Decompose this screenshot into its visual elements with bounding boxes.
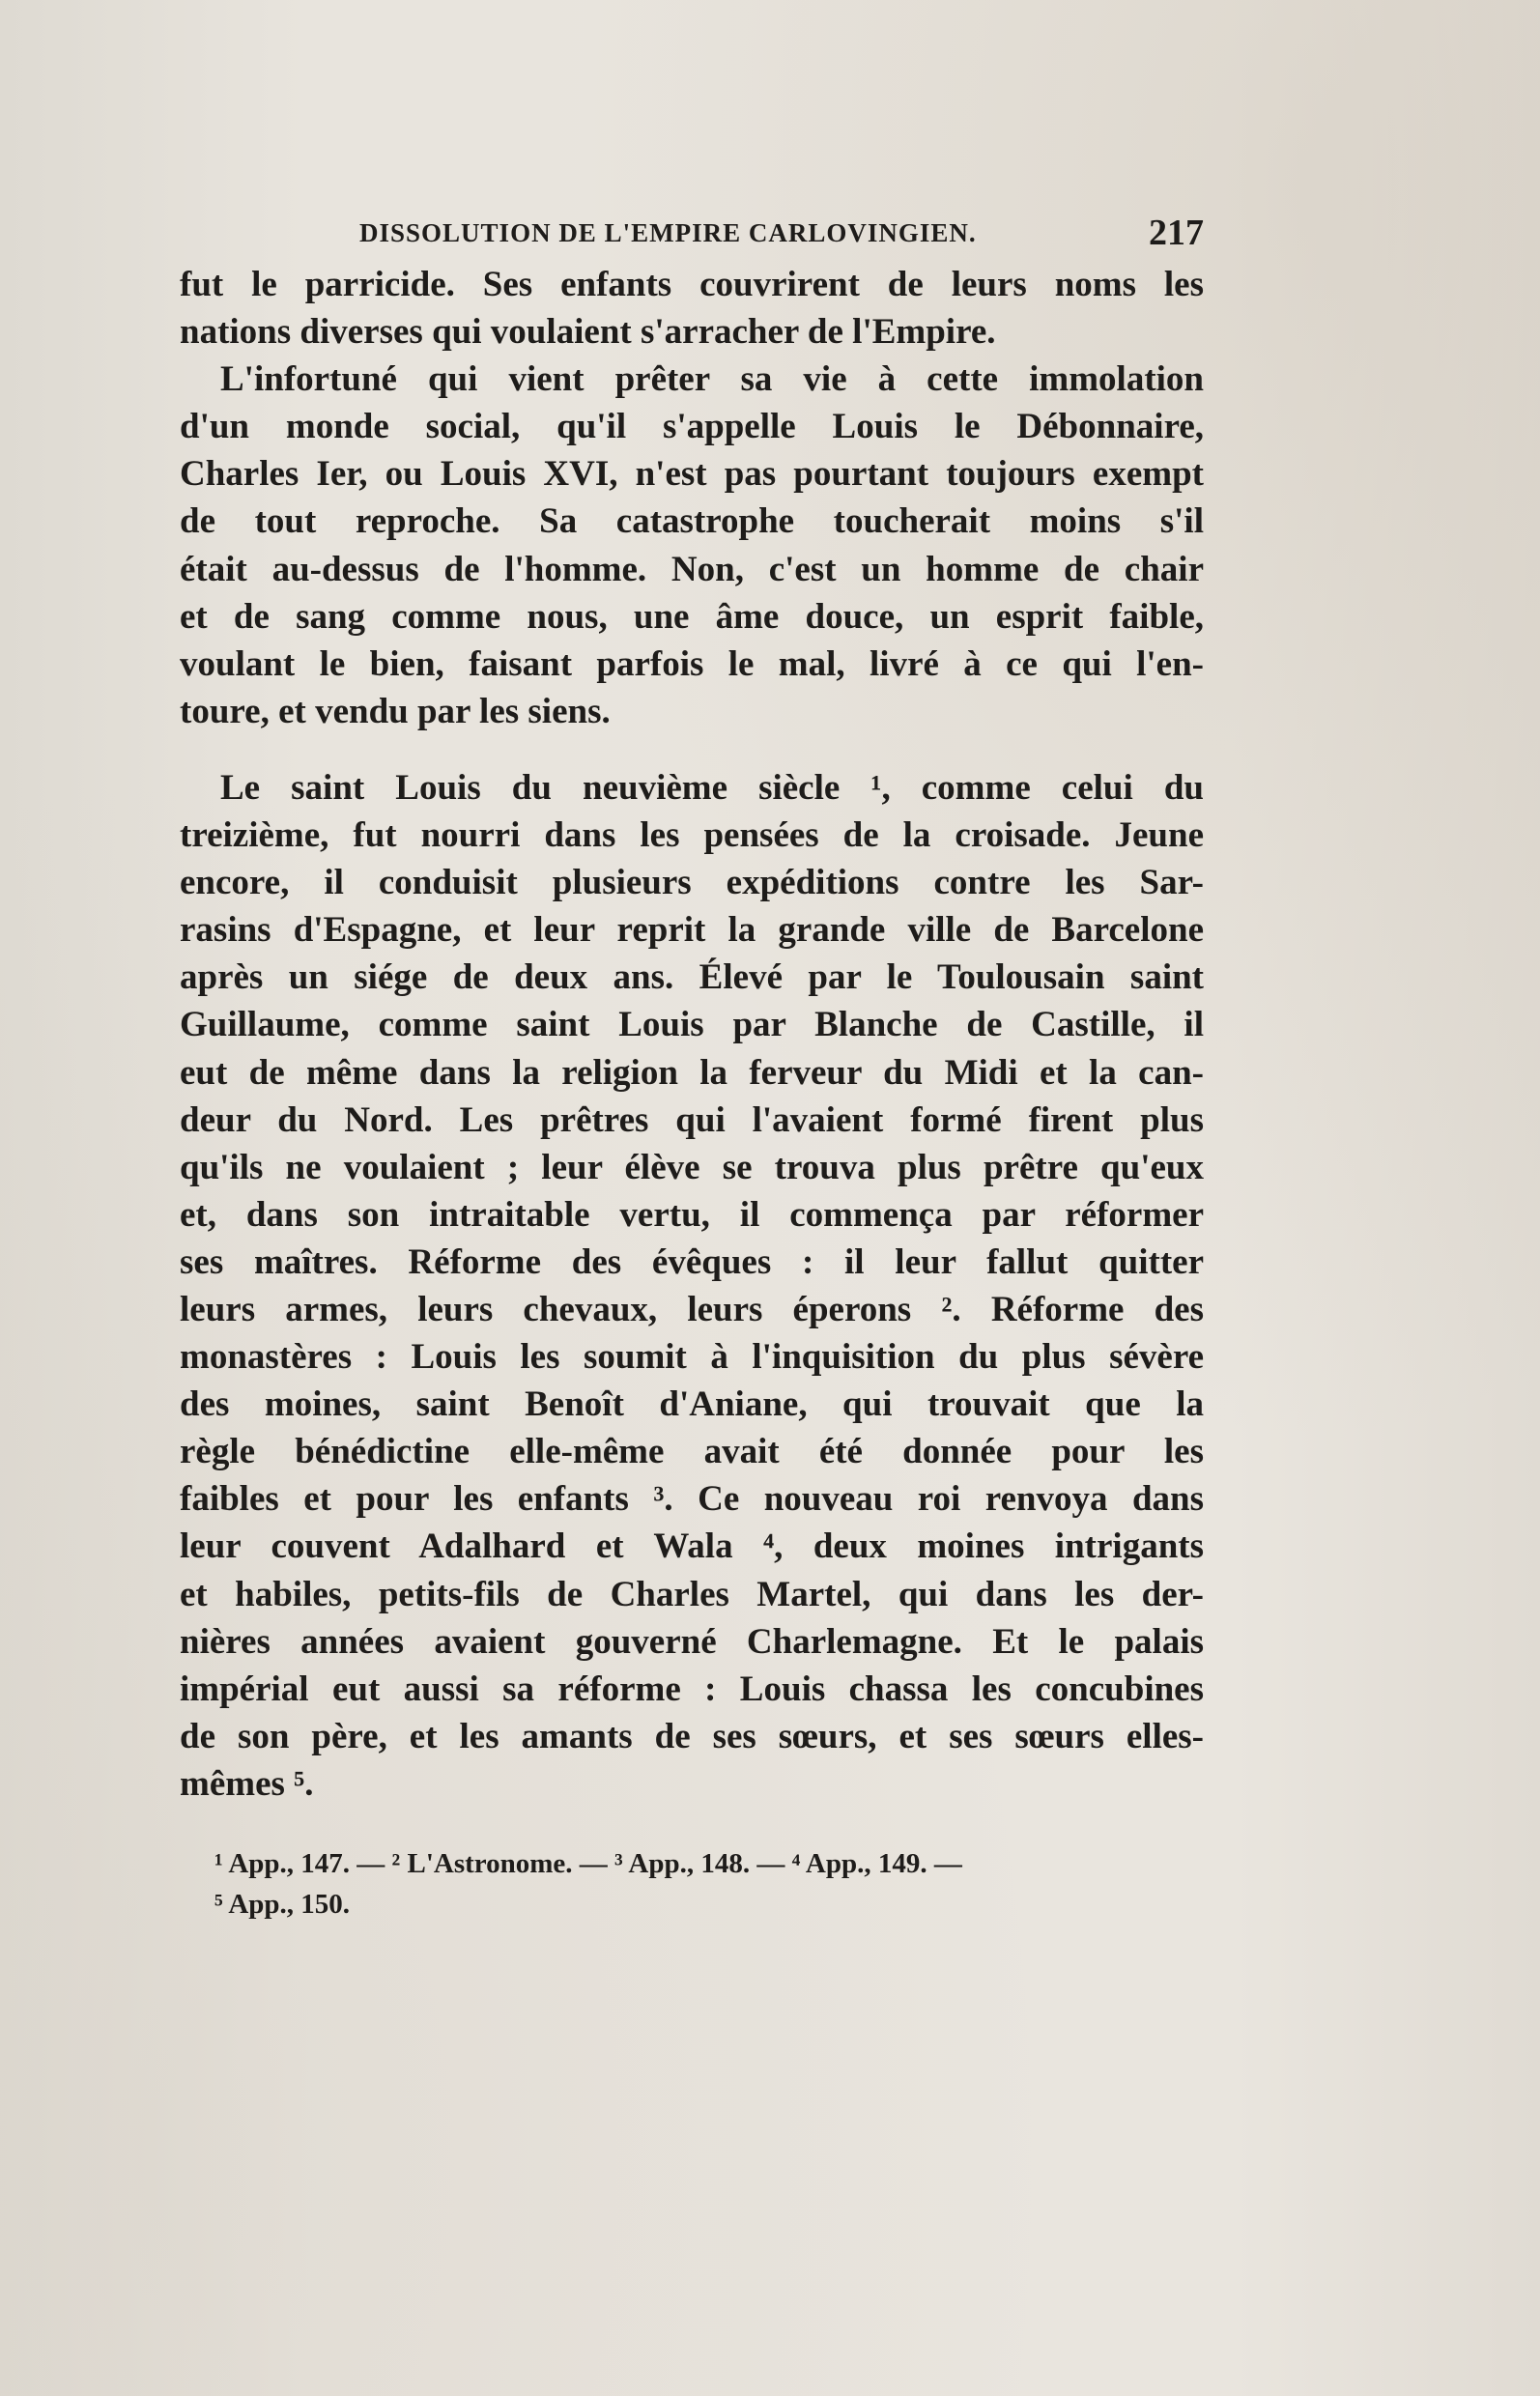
running-head bbox=[180, 209, 1204, 257]
text-line: impérial eut aussi sa réforme : Louis chassa les concubines bbox=[180, 1669, 1204, 1709]
text-line: treizième, fut nourri dans les pensées de la croisade. Jeune bbox=[180, 815, 1204, 856]
paragraph bbox=[180, 356, 1204, 735]
body-text bbox=[180, 261, 1204, 1808]
text-line: encore, il conduisit plusieurs expéditions contre les Sar- bbox=[180, 863, 1204, 903]
footnotes bbox=[214, 1843, 1204, 1925]
footnote-line: ⁵ App., 150. bbox=[214, 1889, 351, 1920]
text-line: Guillaume, comme saint Louis par Blanche de Castille, il bbox=[180, 1005, 1204, 1045]
text-line: L'infortuné qui vient prêter sa vie à cette immolation bbox=[220, 359, 1204, 400]
text-line: des moines, saint Benoît d'Aniane, qui trouvait que la bbox=[180, 1384, 1204, 1425]
text-line: rasins d'Espagne, et leur reprit la grande ville de Barcelone bbox=[180, 910, 1204, 951]
text-line: nations diverses qui voulaient s'arracher de l'Empire. bbox=[180, 312, 996, 353]
text-line: nières années avaient gouverné Charlemagne. Et le palais bbox=[180, 1621, 1204, 1662]
text-line: de son père, et les amants de ses sœurs, et ses sœurs elles- bbox=[180, 1716, 1204, 1756]
text-line: et, dans son intraitable vertu, il commença par réformer bbox=[180, 1194, 1204, 1235]
text-line: de tout reproche. Sa catastrophe toucherait moins s'il bbox=[180, 501, 1204, 542]
paragraph-gap bbox=[180, 735, 1204, 764]
running-title: DISSOLUTION DE L'EMPIRE CARLOVINGIEN. bbox=[359, 218, 977, 247]
text-line: ses maîtres. Réforme des évêques : il leur fallut quitter bbox=[180, 1241, 1204, 1282]
text-line: toure, et vendu par les siens. bbox=[180, 691, 611, 731]
text-line: Le saint Louis du neuvième siècle ¹, comme celui du bbox=[220, 767, 1204, 808]
text-line: monastères : Louis les soumit à l'inquisition du plus sévère bbox=[180, 1337, 1204, 1378]
text-line: leur couvent Adalhard et Wala ⁴, deux moines intrigants bbox=[180, 1526, 1204, 1567]
text-line: et habiles, petits-fils de Charles Martel, qui dans les der- bbox=[180, 1574, 1204, 1614]
text-line: et de sang comme nous, une âme douce, un esprit faible, bbox=[180, 596, 1204, 637]
footnote-line: ¹ App., 147. — ² L'Astronome. — ³ App., 148. — ⁴ App., 149. — bbox=[214, 1848, 962, 1879]
text-line: après un siége de deux ans. Élevé par le Toulousain saint bbox=[180, 957, 1204, 998]
text-line: qu'ils ne voulaient ; leur élève se trouva plus prêtre qu'eux bbox=[180, 1147, 1204, 1187]
paragraph bbox=[180, 764, 1204, 1808]
paragraph bbox=[180, 261, 1204, 356]
text-line: deur du Nord. Les prêtres qui l'avaient formé firent plus bbox=[180, 1099, 1204, 1140]
text-line: était au-dessus de l'homme. Non, c'est un homme de chair bbox=[180, 549, 1204, 589]
text-line: leurs armes, leurs chevaux, leurs éperons ². Réforme des bbox=[180, 1289, 1204, 1329]
text-line: voulant le bien, faisant parfois le mal, livré à ce qui l'en- bbox=[180, 643, 1204, 684]
text-line: règle bénédictine elle-même avait été donnée pour les bbox=[180, 1432, 1204, 1472]
text-line: d'un monde social, qu'il s'appelle Louis le Débonnaire, bbox=[180, 407, 1204, 447]
text-line: Charles Ier, ou Louis XVI, n'est pas pourtant toujours exempt bbox=[180, 454, 1204, 495]
page-number: 217 bbox=[1149, 213, 1204, 253]
text-line: eut de même dans la religion la ferveur du Midi et la can- bbox=[180, 1052, 1204, 1093]
text-line: mêmes ⁵. bbox=[180, 1763, 314, 1804]
text-line: fut le parricide. Ses enfants couvrirent de leurs noms les bbox=[180, 265, 1204, 304]
text-line: faibles et pour les enfants ³. Ce nouveau roi renvoya dans bbox=[180, 1479, 1204, 1520]
